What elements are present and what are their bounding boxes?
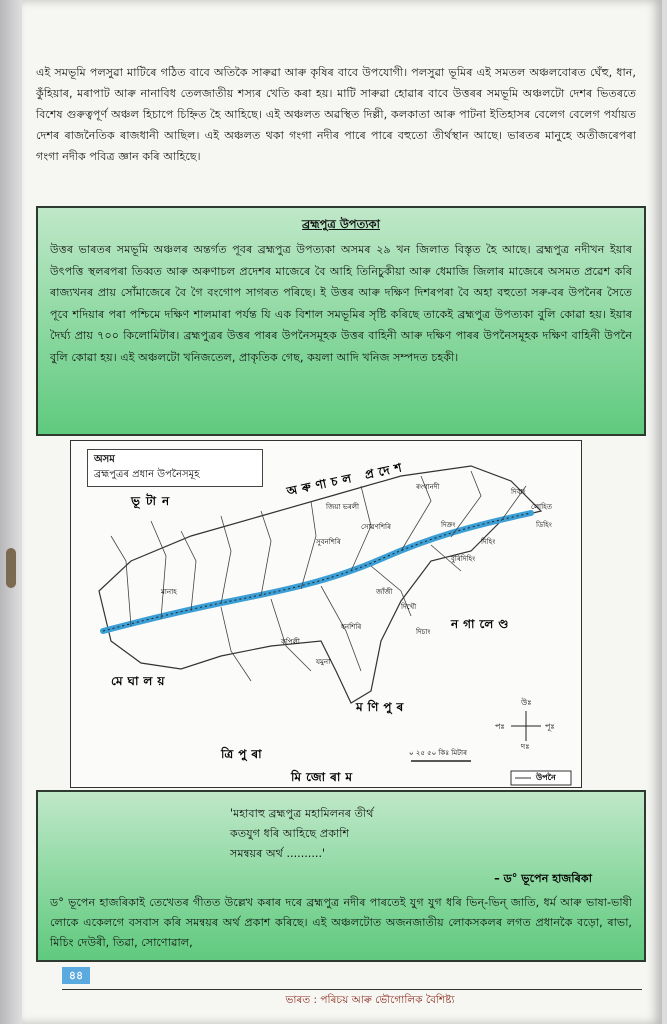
label-tripura: ত্ৰিপুৰা: [221, 747, 267, 761]
label-mizoram: মিজোৰাম: [291, 770, 358, 784]
bhupen-hazarika-box: [36, 790, 646, 962]
river-label: ৰংগানদী: [416, 483, 440, 491]
river-label: মানাহ: [161, 588, 177, 596]
quote-line: কতযুগ ধৰি আহিছে প্ৰকাশি: [230, 827, 350, 840]
map-key-label: উপনৈ: [536, 773, 556, 782]
label-manipur: মণিপুৰ: [356, 700, 409, 714]
label-nagaland: নগালেণ্ড: [451, 617, 514, 631]
quote-line: 'মহাবাহু ব্ৰহ্মপুত্ৰ মহামিলনৰ তীৰ্থ: [230, 807, 374, 820]
assam-river-map: [70, 440, 582, 788]
river-label: দিচাং: [416, 628, 431, 636]
compass-south: দঃ: [521, 742, 530, 751]
page-number: ৪৪: [62, 967, 90, 984]
box-text: ড° ভূপেন হাজৰিকাই তেখেতৰ গীতত উল্লেখ কৰাৰ দৰে ব্ৰহ্মপুত্ৰ নদীৰ পাৰতেই যুগ যুগ ধৰি ভিন্-ভিন্ জাতি, ধৰ্ম আৰু ভাষা-ভাষী লোকে একেলগে বসবাস কৰি সমন্বয়ৰ অৰ্থ প্ৰকাশ কৰিছে। এই অঞ্চলটোত অজনজাতীয় লোকসকলৰ লগত প্ৰধানকৈ বড়ো, ৰাভা, মিচিং দেউৰী, তিৱা, সোণোৱাল,: [50, 896, 632, 949]
compass-north: উঃ: [521, 698, 532, 707]
song-quote: [230, 804, 632, 864]
brahmaputra-river: [103, 513, 531, 631]
legend-title: অসম: [94, 454, 115, 465]
compass-east: পূঃ: [545, 722, 555, 731]
compass-west: পঃ: [495, 722, 505, 731]
label-arunachal: অৰুণাচল প্ৰদেশ: [285, 459, 408, 499]
map-scale: ০ ২৫ ৫০ কিঃ মিটাৰ: [409, 749, 467, 757]
river-label: দিখৌ: [401, 603, 417, 611]
quote-line: সমন্বয়ৰ অৰ্থ ..........': [230, 847, 326, 860]
river-label: ডিহিং: [536, 521, 552, 529]
river-label: ধনশিৰি: [341, 623, 362, 631]
legend-subtitle: ব্ৰহ্মপুত্ৰৰ প্ৰধান উপনৈসমূহ: [94, 469, 200, 480]
box-title: ব্ৰহ্মপুত্ৰ উপত্যকা: [302, 217, 380, 231]
page-edge: [0, 0, 24, 1024]
footer-title: ভাৰত : পৰিচয় আৰু ভৌগোলিক বৈশিষ্ট্য: [285, 994, 455, 1006]
map-legend: [87, 449, 263, 487]
label-bhutan: ভূটান: [131, 494, 176, 508]
river-label: যমুনা: [316, 658, 331, 666]
brahmaputra-valley-box: [36, 206, 646, 436]
quote-attribution: – ড° ভূপেন হাজৰিকা: [494, 872, 592, 885]
intro-paragraph: এই সমভূমি পলসুৱা মাটিৰে গঠিত বাবে অতিকৈ সাৰুৱা আৰু কৃষিৰ বাবে উপযোগী। পলসুৱা ভূমিৰ এই সমতল অঞ্চলবোৰত ঘেঁহু, ধান, কুঁহিয়াৰ, মৰাপাট আৰু নানাবিধ তেলজাতীয় শস্যৰ খেতি কৰা হয়। মাটি সাৰুৱা হোৱাৰ বাবে উত্তৰৰ সমভূমি অঞ্চলটো দেশৰ ভিতৰতে বিশেষ গুৰুত্বপূৰ্ণ অঞ্চল হিচাপে চিহ্নিত হৈ আহিছে। এই অঞ্চলত অৱস্থিত দিল্লী, কলকাতা আৰু পাটনা ইতিহাসৰ বেলেগ বেলেগ পৰ্যায়ত দেশৰ ৰাজনৈতিক ৰাজধানী আছিল। এই অঞ্চলত থকা গংগা নদীৰ পাৰে পাৰে বহুতো তীৰ্থস্থান আছে। ভাৰতৰ মানুহে অতীজৰেপৰা গংগা নদীক পবিত্ৰ জ্ঞান কৰি আহিছে।: [36, 66, 636, 163]
box-text: উত্তৰ ভাৰতৰ সমভূমি অঞ্চলৰ অন্তৰ্গত পূবৰ ব্ৰহ্মপুত্ৰ উপত্যকা অসমৰ ২৯ খন জিলাত বিস্তৃত হৈ আছে। ব্ৰহ্মপুত্ৰ নদীখন ইয়াৰ উৎপত্তি স্থলৰপৰা তিব্বত আৰু অৰুণাচল প্ৰদেশৰ মাজেৰে বৈ আহি তিনিচুকীয়া আৰু ধেমাজি জিলাৰ মাজেৰে অসমত প্ৰৱেশ কৰি ৰাজ্যখনৰ প্ৰায় সোঁমাজেৰে বৈ গৈ বংগোপ সাগৰত পৰিছে। ই উত্তৰ আৰু দক্ষিণ দিশৰপৰা বৈ অহা বহুতো সৰু-বৰ উপনৈৰ সৈতে পূবে শদিয়াৰ পৰা পশ্চিমে দক্ষিণ শালমাৰা পৰ্যন্ত যি এক বিশাল সমভূমিৰ সৃষ্টি কৰিছে তাকেই ব্ৰহ্মপুত্ৰ উপত্যকা বুলি কোৱা হয়। ইয়াৰ দৈৰ্ঘ্য প্ৰায় ৭০০ কিলোমিটাৰ। ব্ৰহ্মপুত্ৰৰ উত্তৰ পাৰৰ উপনৈসমূহক উত্তৰ বাহিনী আৰু দক্ষিণ পাৰৰ উপনৈসমূহক দক্ষিণ বাহিনী উপনৈ বুলি কোৱা হয়। এই অঞ্চলটো খনিজতেল, প্ৰাকৃতিক গেছ, কয়লা আদি খনিজ সম্পদত চহকী।: [50, 243, 632, 364]
river-label: দিবাং: [511, 488, 526, 496]
river-label: দিহিং: [481, 538, 496, 546]
river-label: দিক্ৰং: [441, 521, 456, 529]
river-label: বুৰিদিহিং: [451, 555, 476, 563]
river-label: কপিলী: [281, 638, 300, 646]
river-label: লোহিত: [531, 503, 553, 511]
river-label: জিয়া ভৰলী: [326, 503, 360, 511]
river-label: সোৱণশিৰি: [361, 523, 391, 531]
label-meghalaya: মেঘালয়: [111, 674, 170, 688]
footer-rule: [62, 989, 642, 990]
river-label: সুবনশিৰি: [316, 538, 341, 546]
river-label: জাঁজী: [376, 588, 393, 596]
binding-ring: [6, 548, 16, 588]
